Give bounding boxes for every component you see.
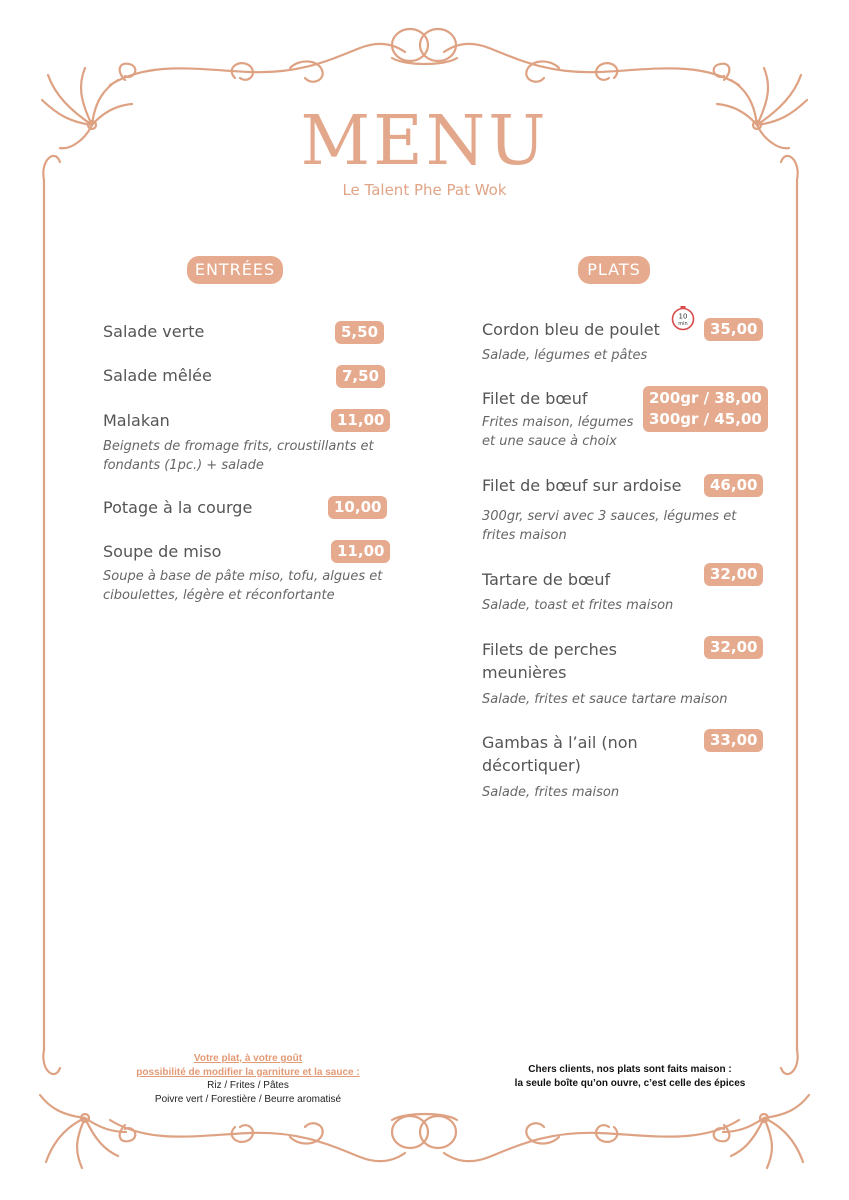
corner-fan-bottom-right [723, 1095, 809, 1168]
bottom-flourish [110, 1114, 739, 1161]
item-name: Cordon bleu de poulet [482, 320, 660, 339]
item-name: Salade verte [103, 322, 205, 341]
menu-item [482, 387, 642, 451]
timer-value: 10 [678, 312, 688, 321]
item-name: Malakan [103, 411, 170, 430]
menu-item [482, 568, 742, 615]
item-description: Salade, toast et frites maison [482, 598, 674, 613]
section-label-entrees: ENTRÉES [187, 256, 283, 284]
item-name: Tartare de bœuf [482, 570, 611, 589]
garnish-note-subtitle: possibilité de modifier la garniture et la sauce : [136, 1066, 360, 1078]
menu-item [482, 638, 642, 684]
price-badge: 35,00 [704, 318, 763, 341]
price-badge: 10,00 [328, 496, 387, 519]
homemade-note-line1: Chers clients, nos plats sont faits maison : [528, 1064, 732, 1075]
item-description: Salade, frites et sauce tartare maison [482, 692, 728, 707]
item-description: Salade, légumes et pâtes [482, 348, 648, 363]
item-description: Frites maison, légumes et une sauce à choix [482, 415, 634, 449]
menu-item [482, 318, 682, 365]
price-badge-multi [643, 386, 768, 432]
price-badge: 11,00 [331, 409, 390, 432]
price-badge: 7,50 [336, 365, 385, 388]
top-flourish [110, 29, 739, 85]
price-badge: 32,00 [704, 563, 763, 586]
item-description: Salade, frites maison [482, 785, 620, 800]
item-name: Potage à la courge [103, 498, 253, 517]
page-title: MENU [300, 102, 549, 181]
item-description: 300gr, servi avec 3 sauces, légumes et frites maison [482, 509, 737, 543]
homemade-note-line2: la seule boîte qu’on ouvre, c’est celle des épices [514, 1078, 746, 1089]
item-name: Filet de bœuf [482, 389, 588, 408]
garnish-note-title: Votre plat, à votre goût [193, 1053, 303, 1064]
menu-item [103, 320, 328, 343]
price-badge: 11,00 [331, 540, 390, 563]
item-name: Gambas à l’ail (non décortiquer) [482, 733, 638, 775]
sauce-options: Poivre vert / Forestière / Beurre aromatisé [154, 1093, 342, 1105]
item-name: Salade mêlée [103, 366, 212, 385]
menu-item [103, 364, 328, 387]
item-name: Filets de perches meunières [482, 640, 617, 682]
homemade-note [470, 1063, 790, 1091]
item-description: Beignets de fromage frits, croustillants et fondants (1pc.) + salade [103, 439, 374, 473]
price-badge: 46,00 [704, 474, 763, 497]
price-badge: 33,00 [704, 729, 763, 752]
garnish-note [78, 1052, 418, 1106]
price-option: 300gr / 45,00 [649, 410, 762, 428]
timer-icon [670, 305, 696, 331]
restaurant-name: Le Talent Phe Pat Wok [342, 181, 507, 199]
timer-unit: min [678, 321, 688, 327]
item-name: Filet de bœuf sur ardoise [482, 476, 682, 495]
section-label-plats: PLATS [578, 256, 650, 284]
item-description: Soupe à base de pâte miso, tofu, algues et ciboulettes, légère et réconfortante [103, 569, 383, 603]
item-name: Soupe de miso [103, 542, 222, 561]
price-badge: 5,50 [335, 321, 384, 344]
garnish-options: Riz / Frites / Pâtes [207, 1080, 289, 1091]
menu-item [482, 731, 642, 802]
price-option: 200gr / 38,00 [649, 389, 762, 407]
price-badge: 32,00 [704, 636, 763, 659]
menu-item [103, 496, 328, 519]
